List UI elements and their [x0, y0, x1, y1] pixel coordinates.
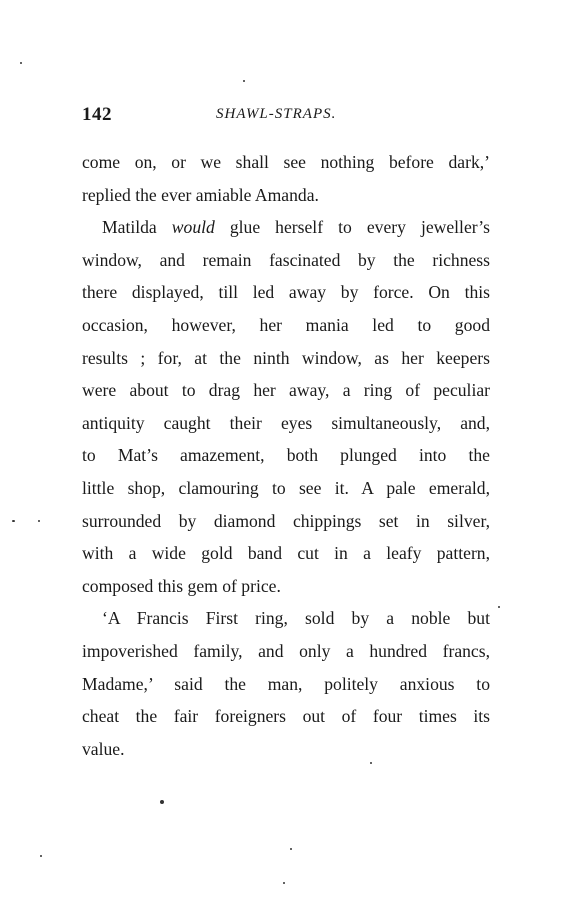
page-header [82, 104, 492, 128]
text-line: were about to drag her away, a ring of peculiar [82, 380, 490, 401]
text-line: impoverished family, and only a hundred francs, [82, 640, 490, 661]
scan-speck [160, 800, 164, 804]
scan-speck [370, 762, 372, 764]
text-line: surrounded by diamond chippings set in silver, [82, 510, 490, 531]
text-line: value. [82, 738, 125, 759]
text-line: occasion, however, her mania led to good [82, 314, 490, 335]
running-head: SHAWL-STRAPS. [216, 106, 337, 122]
text-line: ‘A Francis First ring, sold by a noble but [102, 608, 490, 629]
text-line: little shop, clamouring to see it. A pale emerald, [82, 477, 490, 498]
scan-speck [38, 520, 40, 522]
text-line: there displayed, till led away by force. On this [82, 282, 490, 303]
text-line: antiquity caught their eyes simultaneously, and, [82, 412, 490, 433]
text-line: Madame,’ said the man, politely anxious to [82, 673, 490, 694]
scan-speck [243, 80, 245, 82]
scan-speck [290, 848, 292, 850]
scan-speck [498, 606, 500, 608]
page-number: 142 [82, 104, 112, 125]
text-line: composed this gem of price. [82, 575, 281, 596]
scan-speck [12, 520, 15, 522]
scan-speck [40, 855, 42, 857]
scan-speck [20, 62, 22, 64]
emphasized-word: would [171, 217, 215, 238]
text-line: replied the ever amiable Amanda. [82, 184, 319, 205]
paragraph [82, 211, 490, 602]
body-text [82, 146, 490, 765]
paragraph [82, 146, 490, 211]
text-line: to Mat’s amazement, both plunged into the [82, 445, 490, 466]
text-line: Matilda would glue herself to every jeweller’s [102, 217, 491, 238]
text-line: come on, or we shall see nothing before dark,’ [82, 152, 490, 172]
paragraph [82, 602, 490, 765]
text-line: cheat the fair foreigners out of four times its [82, 706, 490, 727]
text-line: results ; for, at the ninth window, as her keepers [82, 347, 490, 368]
text-line: with a wide gold band cut in a leafy pattern, [82, 543, 490, 564]
scan-speck [283, 882, 285, 884]
text-line: window, and remain fascinated by the richness [82, 249, 490, 270]
